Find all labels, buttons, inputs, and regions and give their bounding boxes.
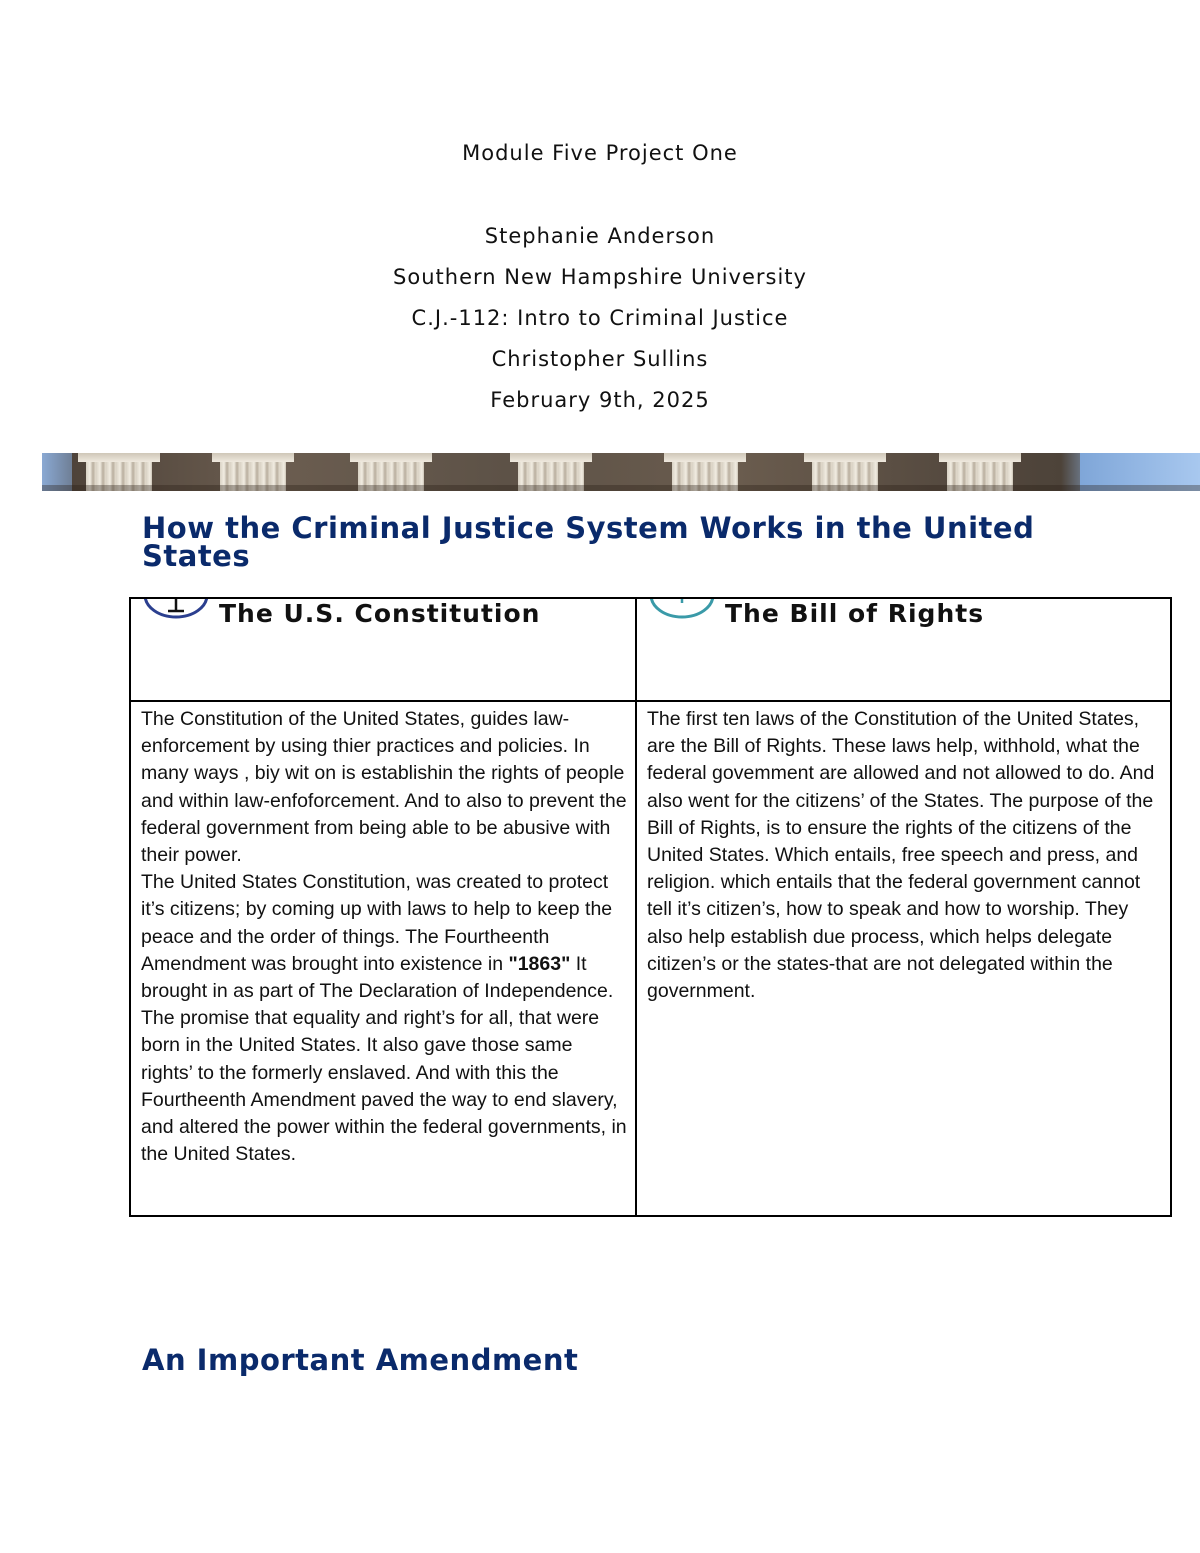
course-name: C.J.-112: Intro to Criminal Justice bbox=[411, 306, 789, 330]
constitution-title: The U.S. Constitution bbox=[219, 599, 541, 628]
bill-of-rights-title: The Bill of Rights bbox=[725, 599, 985, 628]
bill-of-rights-paragraph: The first ten laws of the Constitution of the United States, are the Bill of Rights. These laws help, withhold, what the federal govemment are allowed and not allowed to do. And also went for the citizens’ of the States. The purpose of the Bill of Rights, is to ensure the rights of the citizens of the United States. Which entails, free speech and press, and religion. which entails that the federal government cannot tell it’s citizen’s, how to speak and how to worship. They also help establish due process, which helps delegate citizen’s or the states-that are not delegated within the government. bbox=[647, 708, 1155, 1003]
constitution-header-cell bbox=[130, 598, 636, 701]
amendment-year: "1863" bbox=[508, 952, 571, 975]
scales-icon bbox=[141, 599, 211, 621]
scroll-icon bbox=[647, 599, 717, 621]
document-title: Module Five Project One bbox=[462, 141, 738, 165]
author-name: Stephanie Anderson bbox=[484, 224, 716, 248]
section-heading-justice-system: How the Criminal Justice System Works in the United States bbox=[142, 511, 1035, 573]
bill-of-rights-body-cell bbox=[636, 701, 1171, 1216]
constitution-paragraph-2: The United States Constitution, was created to protect it’s citizens; by coming up with laws to help to keep the peace and the order of things. The Fourtheenth Amendment was brought into existence in "1863" It brought in as part of The Declaration of Independence. The promise that equality and right’s for all, that were born in the United States. It also gave those same rights’ to the formerly enslaved. And with this the Fourtheenth Amendment paved the way to end slavery, and altered the power within the federal governments, in the United States. bbox=[141, 871, 627, 1166]
constitution-paragraph-1: The Constitution of the United States, guides law-enforcement by using thier practices and policies. In many ways , biy wit on is establishin the rights of people and within law-enfoforcement. And to also to prevent the federal government from being able to be abusive with their power. bbox=[141, 708, 627, 867]
courthouse-columns-banner bbox=[42, 453, 1200, 491]
institution-name: Southern New Hampshire University bbox=[393, 265, 807, 289]
cover-block bbox=[0, 138, 1200, 426]
submission-date: February 9th, 2025 bbox=[490, 388, 710, 412]
bill-of-rights-header-cell bbox=[636, 598, 1171, 701]
constitution-body-cell bbox=[130, 701, 636, 1216]
instructor-name: Christopher Sullins bbox=[491, 347, 709, 371]
comparison-table bbox=[129, 597, 1172, 1217]
section-heading-amendment: An Important Amendment bbox=[142, 1343, 579, 1377]
